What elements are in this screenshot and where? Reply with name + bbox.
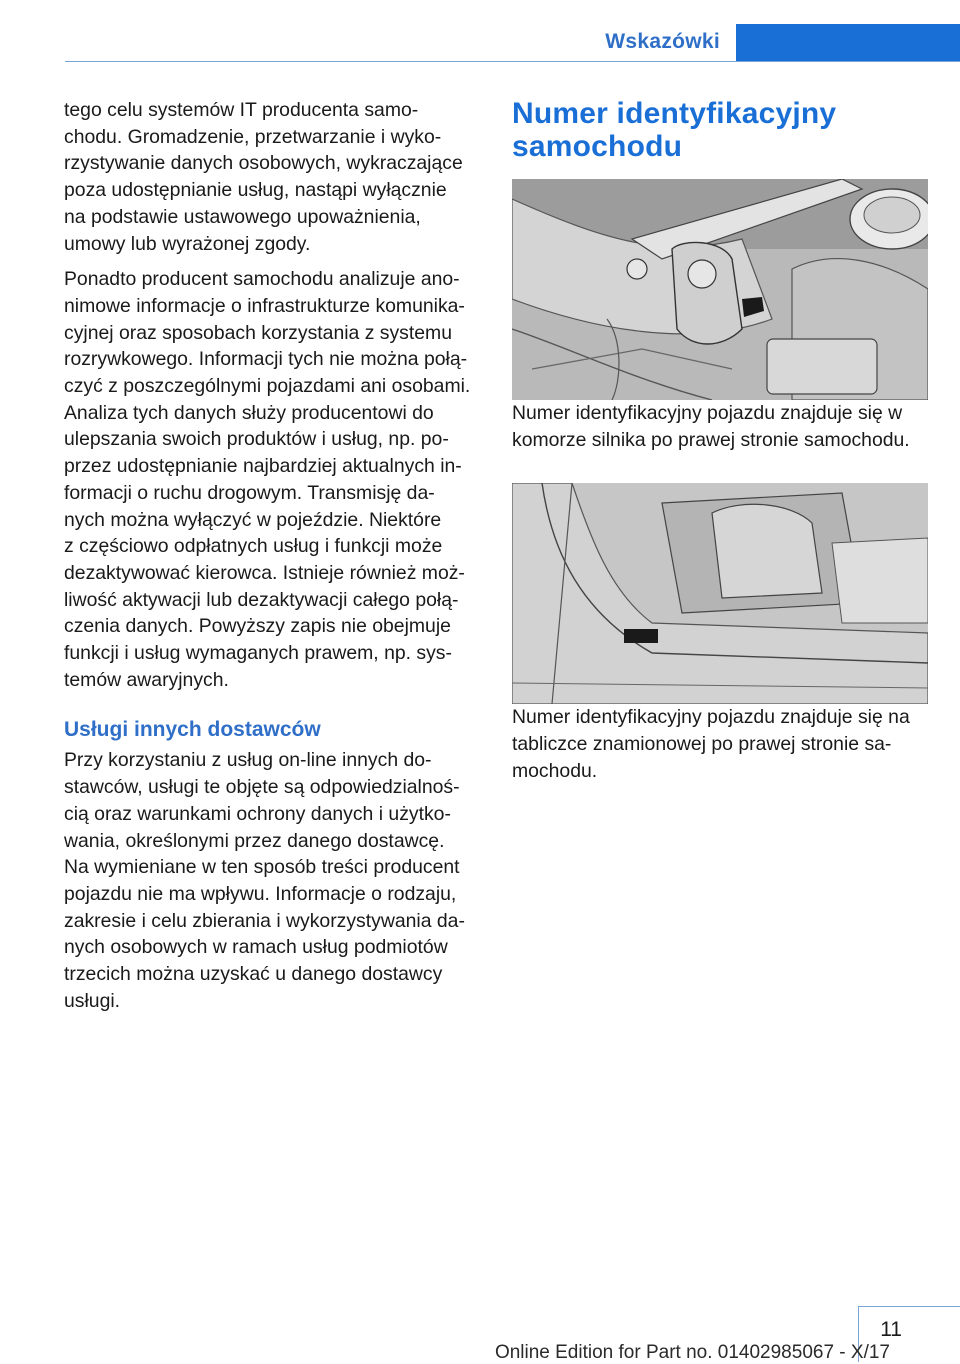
text-line: Na wymieniane w ten sposób treści producent	[64, 856, 460, 879]
text-line: umowy lub wyrażonej zgody.	[64, 232, 311, 255]
footer-rule	[858, 1306, 960, 1307]
text-line: Numer identyfikacyjny pojazdu znajduje się w	[512, 402, 903, 424]
engine-bay-drawing	[512, 179, 928, 400]
text-line: czenia danych. Powyższy zapis nie obejmuje	[64, 615, 451, 638]
engine-bay-illustration	[512, 179, 928, 400]
text-line: stawców, usługi te objęte są odpowiedzialnoś-	[64, 776, 460, 799]
door-sill-illustration	[512, 483, 928, 704]
header-rule	[65, 61, 960, 62]
left-column	[64, 97, 482, 1015]
text-line: cią oraz warunkami ochrony danych i użytko-	[64, 802, 451, 825]
text-line: temów awaryjnych.	[64, 668, 229, 691]
text-line: czyć z poszczególnymi pojazdami ani osobami.	[64, 375, 471, 398]
text-line: Ponadto producent samochodu analizuje ano-	[64, 268, 460, 291]
text-line: formacji o ruchu drogowym. Transmisję da-	[64, 481, 435, 504]
heading-line: samochodu	[512, 130, 683, 163]
section-title: Wskazówki	[605, 30, 720, 53]
text-line: cyjnej oraz sposobach korzystania z systemu	[64, 321, 452, 344]
text-line: zakresie i celu zbierania i wykorzystywania da-	[64, 909, 465, 932]
text-line: z częściowo odpłatnych usług i funkcji może	[64, 535, 443, 558]
page-number: 11	[880, 1318, 902, 1341]
caption-engine-bay	[512, 400, 930, 453]
text-line: liwość aktywacji lub dezaktywacji całego połą-	[64, 588, 459, 611]
text-line: mochodu.	[512, 759, 598, 782]
paragraph-data-processing	[64, 97, 482, 257]
text-line: nimowe informacje o infrastrukturze komunika-	[64, 294, 465, 317]
subheading-third-party-services: Usługi innych dostawców	[64, 718, 321, 742]
text-line: poza udostępnianie usług, nastąpi wyłącznie	[64, 179, 447, 202]
heading-line: Numer identyfikacyjny	[512, 97, 837, 130]
text-line: funkcji i usług wymaganych prawem, np. sys-	[64, 642, 452, 665]
text-line: tego celu systemów IT producenta samo-	[64, 99, 419, 121]
text-line: chodu. Gromadzenie, przetwarzanie i wyko-	[64, 125, 442, 148]
text-line: nych można wyłączyć w pojeździe. Niektóre	[64, 508, 442, 531]
section-heading-vin	[512, 97, 930, 163]
text-line: rzystywanie danych osobowych, wykraczające	[64, 152, 463, 175]
text-line: nych osobowych w ramach usług podmiotów	[64, 936, 448, 959]
door-sill-drawing	[512, 483, 928, 704]
caption-door-sill	[512, 704, 930, 784]
text-line: usługi.	[64, 989, 121, 1012]
text-line: tabliczce znamionowej po prawej stronie sa-	[512, 733, 892, 756]
text-line: ulepszania swoich produktów i usług, np. po-	[64, 428, 449, 451]
edition-footer: Online Edition for Part no. 01402985067 - X/17	[494, 1342, 890, 1363]
text-line: komorze silnika po prawej stronie samochodu.	[512, 428, 910, 451]
text-line: trzecich można uzyskać u danego dostawcy	[64, 963, 443, 986]
text-line: Analiza tych danych służy producentowi do	[64, 401, 434, 424]
right-column	[512, 97, 930, 785]
text-line: rozrywkowego. Informacji tych nie można połą-	[64, 348, 468, 371]
text-line: przez udostępnianie najbardziej aktualnych in-	[64, 455, 462, 478]
text-line: na podstawie ustawowego upoważnienia,	[64, 205, 421, 228]
paragraph-anonymous-data	[64, 266, 482, 693]
text-line: Przy korzystaniu z usług on-line innych do-	[64, 749, 432, 772]
paragraph-third-party	[64, 747, 482, 1014]
section-tab-block	[736, 24, 960, 61]
text-line: wania, określonymi przez danego dostawcę.	[64, 829, 445, 852]
text-line: dezaktywować kierowca. Istnieje również moż-	[64, 561, 465, 584]
text-line: Numer identyfikacyjny pojazdu znajduje się na	[512, 706, 910, 729]
text-line: pojazdu nie ma wpływu. Informacje o rodzaju,	[64, 882, 457, 905]
